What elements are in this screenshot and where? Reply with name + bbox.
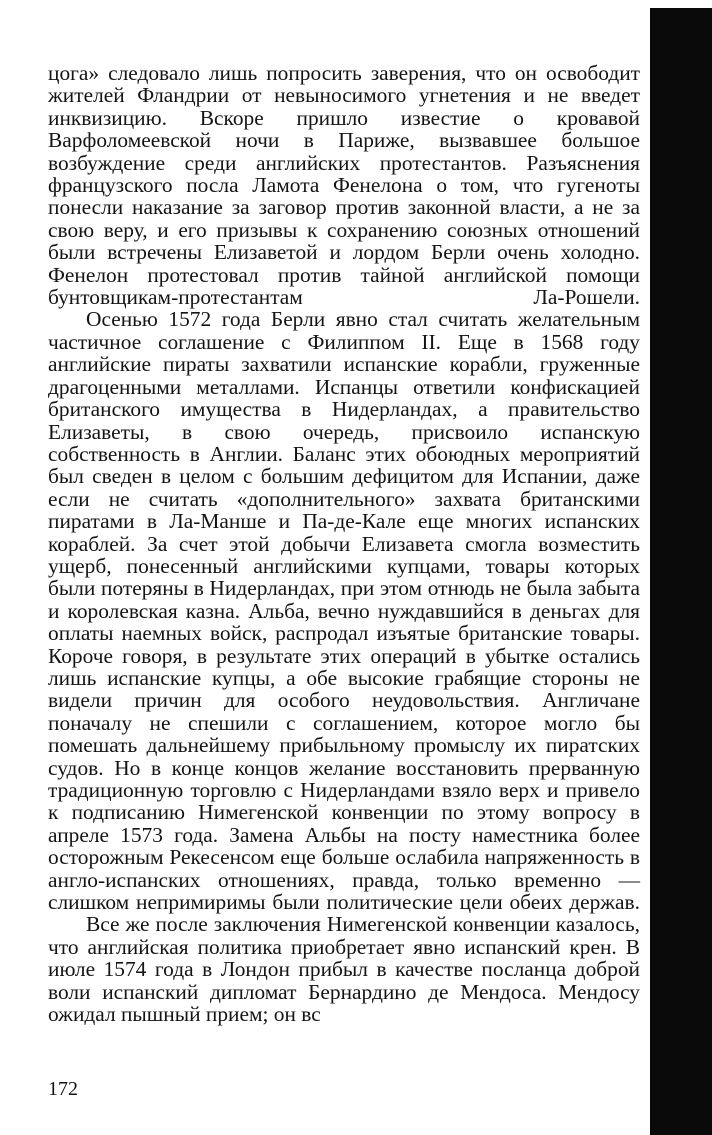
paragraph-3: Все же после заключения Нимегенской конвенции казалось, что английская политика приобретает явно испанский крен. В июле 1574 года в Лондон прибыл в качестве посланца доброй воли испанский дипломат Бернардино де Мендоса. Мендосу ожидал пышный прием; он вс	[48, 912, 640, 1027]
page-number: 172	[48, 1078, 78, 1100]
scan-dark-edge	[650, 8, 712, 1135]
body-text	[48, 62, 640, 1025]
paragraph-1: цога» следовало лишь попросить заверения, что он освободит жителей Фландрии от невыносимого угнетения и не введет инквизицию. Вскоре пришло известие о кровавой Варфоломеевской ночи в Париже, вызвавшее большое возбуждение среди английских протестантов. Разъяснения французского посла Ламота Фенелона о том, что гугеноты понесли наказание за заговор против законной власти, а не за свою веру, и его призывы к сохранению союзных отношений были встречены Елизаветой и лордом Берли очень холодно. Фенелон протестовал против тайной английской помощи бунтовщикам-протестантам Ла-Рошели.	[48, 61, 640, 310]
paragraph-2: Осенью 1572 года Берли явно стал считать желательным частичное соглашение с Филиппом II. Еще в 1568 году английские пираты захватили испанские корабли, груженные драгоценными металлами. Испанцы ответили конфискацией британского имущества в Нидерландах, а правительство Елизаветы, в свою очередь, присвоило испанскую собственность в Англии. Баланс этих обоюдных мероприятий был сведен в целом с большим дефицитом для Испании, даже если не считать «дополнительного» захвата британскими пиратами в Ла-Манше и Па-де-Кале еще многих испанских кораблей. За счет этой добычи Елизавета смогла возместить ущерб, понесенный английскими купцами, товары которых были потеряны в Нидерландах, при этом отнюдь не была забыта и королевская казна. Альба, вечно нуждавшийся в деньгах для оплаты наемных войск, распродал изъятые британские товары. Короче говоря, в результате этих операций в убытке остались лишь испанские купцы, а обе высокие грабящие стороны не видели причин для особого неудовольствия. Англичане поначалу не спешили с соглашением, которое могло бы помешать дальнейшему прибыльному промыслу их пиратских судов. Но в конце концов желание восстановить прерванную традиционную торговлю с Нидерландами взяло верх и привело к подписанию Нимегенской конвенции по этому вопросу в апреле 1573 года. Замена Альбы на посту наместника более осторожным Рекесенсом еще больше ослабила напряженность в англо-испанских отношениях, правда, только временно — слишком непримиримы были политические цели обеих держав.	[48, 307, 640, 915]
